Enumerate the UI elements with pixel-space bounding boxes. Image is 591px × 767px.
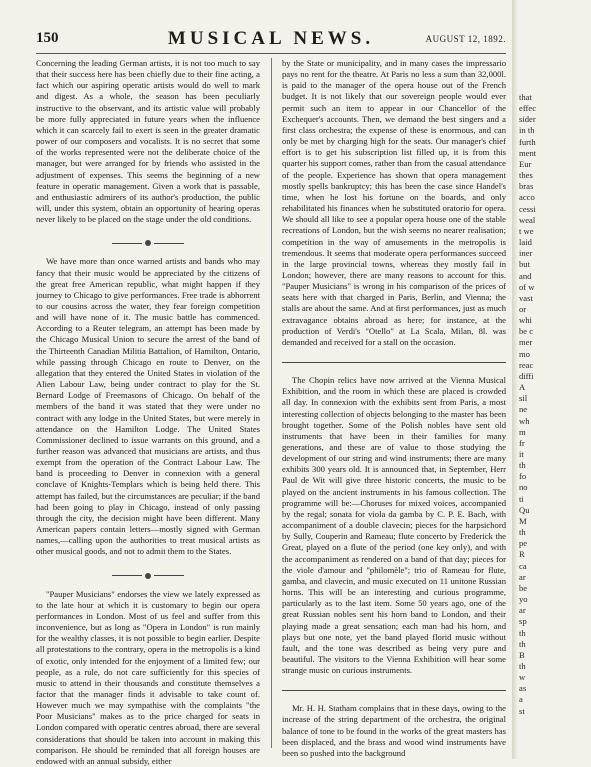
margin-fragment: mer <box>519 337 533 348</box>
margin-fragment: of w <box>519 281 535 292</box>
margin-fragment: iner <box>519 248 533 259</box>
margin-fragment: cessi <box>519 203 536 214</box>
margin-fragment: mo <box>519 348 530 359</box>
margin-fragment: sil <box>519 393 528 404</box>
section-ornament <box>36 570 260 576</box>
margin-fragment: w <box>519 672 526 683</box>
margin-fragment: fo <box>519 471 527 482</box>
margin-fragment: ar <box>519 605 526 616</box>
margin-fragment: sider <box>519 114 536 125</box>
adjacent-page-fragments <box>519 92 591 752</box>
margin-fragment: thes <box>519 170 533 181</box>
margin-fragment: th <box>519 638 526 649</box>
margin-fragment: reac <box>519 359 534 370</box>
margin-fragment: a <box>519 694 523 705</box>
margin-fragment: B <box>519 649 525 660</box>
margin-fragment: ca <box>519 560 527 571</box>
article-paragraph-opera-subsidy: by the State or municipality, and in many cases the impressario pays no rent for the theatre. At Paris no less a sum than 32,000l. is paid to the manager of the opera house out of the French budget. It is not likely that our sovereign people would ever permit such an item to appear in our Chancellor of the Exchequer's accounts. Then, we demand the best singers and a first class orchestra; the expense of these is enormous, and can only be met by charging high for the seats. Our manager's chief effort is to get his subscription list filled up, it is from this quarter his support comes, rather than from the casual attendance of the people. Experience has shown that opera management mostly spells bankruptcy; this has been the case since Handel's time, when he lost his fortune on the boards, and only rehabilitated his finances when he substituted oratorio for opera. We should all like to see a popular opera house one of the stable recreations of London, but the wish seems no nearer realisation; competition in the way of amusements in the metropolis is tremendous. It seems that moderate opera performances succeed in the large provincial towns, whereas they mostly fail in London; however, there are many reasons to account for this. "Pauper Musicians" is wrong in his comparison of the prices of seats here with that charged in Paris, Berlin, and Vienna; the stalls are about the same. And at first performances, just as much extravagance obtains abroad as here; for instance, at the production of Verdi's "Otello" at La Scala, Milan, 8l. was demanded and received for a stall on the occasion. <box>282 58 506 347</box>
section-divider-rule <box>282 362 506 363</box>
article-paragraph-opera-season: Concerning the leading German artists, it is not too much to say that their success here has been chiefly due to their fine acting, a fact which our aspiring operatic artists would do well to mark and digest. As a whole, the season has been peculiarly instructive to the observant, and its artistic value will probably be more fully appreciated in future years when the influence which it can scarcely fail to exert is seen in the greater dramatic power of our composers and vocalists. It is no secret that some of the works represented were not the deliberate choice of the manager, but were arranged for by friends who assisted in the adjustment of expenses. This seems the beginning of a new feature in operatic management. Given a work that is passable, and enthusiastic admirers of its author's production, the public will, under this system, obtain an opportunity of hearing operas never likely to be placed on the stage under the old conditions. <box>36 58 260 225</box>
right-column <box>282 58 506 759</box>
margin-fragment: sp <box>519 616 527 627</box>
margin-fragment: be <box>519 582 528 593</box>
article-paragraph-pauper-musicians: "Pauper Musicians" endorses the view we lately expressed as to the late hour at which it is customary to begin our opera performances in London. Most of us feel and suffer from this inconvenience, but as long as "Opera in London" is run mainly for the wealthy classes, it is not possible to begin earlier. Despite all protestations to the contrary, opera in the metropolis is a kind of exotic, only intended for the enjoyment of a limited few; our people, as a rule, do not care sufficiently for this species of music to attend in their thousands and constitute themselves a factor that the manager finds it advisable to take count of. However much we may sympathise with the complaints "the Poor Musicians" makes as to the price charged for seats in London compared with operatic centres abroad, there are several considerations that should be taken into account in making this comparison. He should be reminded that all foreign houses are endowed with an annual subsidy, either <box>36 588 260 766</box>
margin-fragment: in th <box>519 125 535 136</box>
margin-fragment: no <box>519 482 528 493</box>
margin-fragment: fr <box>519 437 525 448</box>
margin-fragment: be c <box>519 326 534 337</box>
margin-fragment: as <box>519 683 527 694</box>
margin-fragment: and <box>519 270 532 281</box>
margin-fragment: A <box>519 382 526 393</box>
margin-fragment: that <box>519 92 532 102</box>
margin-fragment: vast <box>519 292 533 303</box>
margin-fragment: ti <box>519 493 524 504</box>
margin-fragment: th <box>519 460 526 471</box>
margin-fragment: t we <box>519 225 534 236</box>
margin-fragment: yo <box>519 594 528 605</box>
page-header <box>36 30 506 52</box>
margin-fragment: st <box>519 705 525 716</box>
margin-fragment: acco <box>519 192 535 203</box>
section-ornament <box>36 237 260 243</box>
margin-fragment: whi <box>519 315 532 326</box>
header-rule <box>36 53 506 54</box>
margin-fragment: it <box>519 449 524 459</box>
page-number: 150 <box>36 30 59 46</box>
margin-fragment: but <box>519 259 530 270</box>
page-gutter-shadow <box>512 0 518 759</box>
margin-fragment: bras <box>519 181 534 192</box>
margin-fragment: th <box>519 660 526 671</box>
margin-fragment: ment <box>519 147 537 158</box>
margin-fragment: th <box>519 627 526 638</box>
margin-fragment: furth <box>519 136 536 147</box>
margin-fragment: laid <box>519 237 532 248</box>
margin-fragment: M <box>519 515 527 526</box>
article-paragraph-chopin-relics: The Chopin relics have now arrived at the Vienna Musical Exhibition, and the room in which these are placed is crowded all day. In connexion with the exhibits sent from Paris, a most interesting collection of objects belonging to the master has been brought together. Some of the Polish nobles have sent old instruments that have been in their families for many generations, and these are of value to those studying the development of our string and wind instruments; there are many exhibits 300 years old. It is announced that, in September, Herr Paul de Wit will give three historic concerts, the music to be played on the ancient instruments in his famous collection. The programme will be:—Choruses for mixed voices, accompanied by the regal; sonata for viola da gamba by C. P. E. Bach, with accompaniment of a double clavecin; pieces for the harpsichord by Sully, Couperin and Rameau; flute concerto by Frederick the Great, played on a flute of the period (one key only), and with the accompaniment as rendered on a band of that day; pieces for the viole d'amour and "philomèle"; trio of Rameau for flute, gamba, and clavecin, and music executed on 11 unitone Russian horns. This will be an interesting and curious programme, particularly as to the last item. Some 50 years ago, one of the great Russian nobles sent his horn band to London, and their playing made a great sensation; each man had his horn, and plays but one note, yet the band played florid music without fault, and the tone was described as being very pure and beautiful. The visitors to the Vienna Exhibition will hear some strange music on curious instruments. <box>282 375 506 676</box>
section-divider-rule <box>282 690 506 691</box>
margin-fragment: weal <box>519 214 536 225</box>
margin-fragment: ar <box>519 571 526 582</box>
margin-fragment: th <box>519 527 526 538</box>
margin-fragment: pe <box>519 538 528 549</box>
margin-fragment: m <box>519 426 526 437</box>
margin-fragment: or <box>519 303 527 314</box>
margin-fragment: effec <box>519 103 537 114</box>
article-paragraph-chicago-band: We have more than once warned artists and bands who may fancy that their music would be appreciated by the citizens of the great free American republic, what might happen if they journey to Chicago to give performances. Free trade is abhorrent to our cousins across the water, they fear foreign competition and will have none of it. The music battle has commenced. According to a Reuter telegram, an attempt has been made by the Chicago Musical Union to secure the arrest of the band of the Thirteenth Canadian Militia Battalion, of Hamilton, Ontario, while passing through Chicago en route to Denver, on the allegation that they entered the United States in violation of the Alien Labour Law, being under contract to play for the St. Bernard Lodge of Freemasons of Chicago. On behalf of the members of the band it was stated that they were under no contract with any lodge in the United States, but were merely in attendance on the Hamilton Lodge. The United States Commissioner declined to issue warrants on this ground, and a further reason was advanced that musicians are artists, and thus exempt from the operation of the Contract Labour Law. The band is proceeding to Denver in connexion with a general conclave of Knights-Templars which is being held there. This attempt has failed, but the circumstances are peculiar; if the band had been going to play in Chicago, instead of only passing through the city, the decision might have been different. Many American papers contain letters—mostly signed with German names,—calling upon the authorities to treat musical artists as other musical goods, and not to admit them to the States. <box>36 256 260 557</box>
margin-fragment: Eur <box>519 158 532 169</box>
masthead-title: MUSICAL NEWS. <box>167 28 375 49</box>
margin-fragment: Qu <box>519 504 530 515</box>
left-column <box>36 58 260 767</box>
issue-date: AUGUST 12, 1892. <box>425 34 506 44</box>
column-divider <box>271 58 272 748</box>
margin-fragment: ne <box>519 404 528 415</box>
article-paragraph-statham: Mr. H. H. Statham complains that in these days, owing to the increase of the string department of the orchestra, the original balance of tone to be found in the works of the great masters has been displaced, and the brass and wood wind instruments have been so pushed into the background <box>282 703 506 758</box>
margin-fragment: wh <box>519 415 530 426</box>
margin-fragment: diffi <box>519 370 534 381</box>
margin-fragment: R <box>519 549 525 560</box>
